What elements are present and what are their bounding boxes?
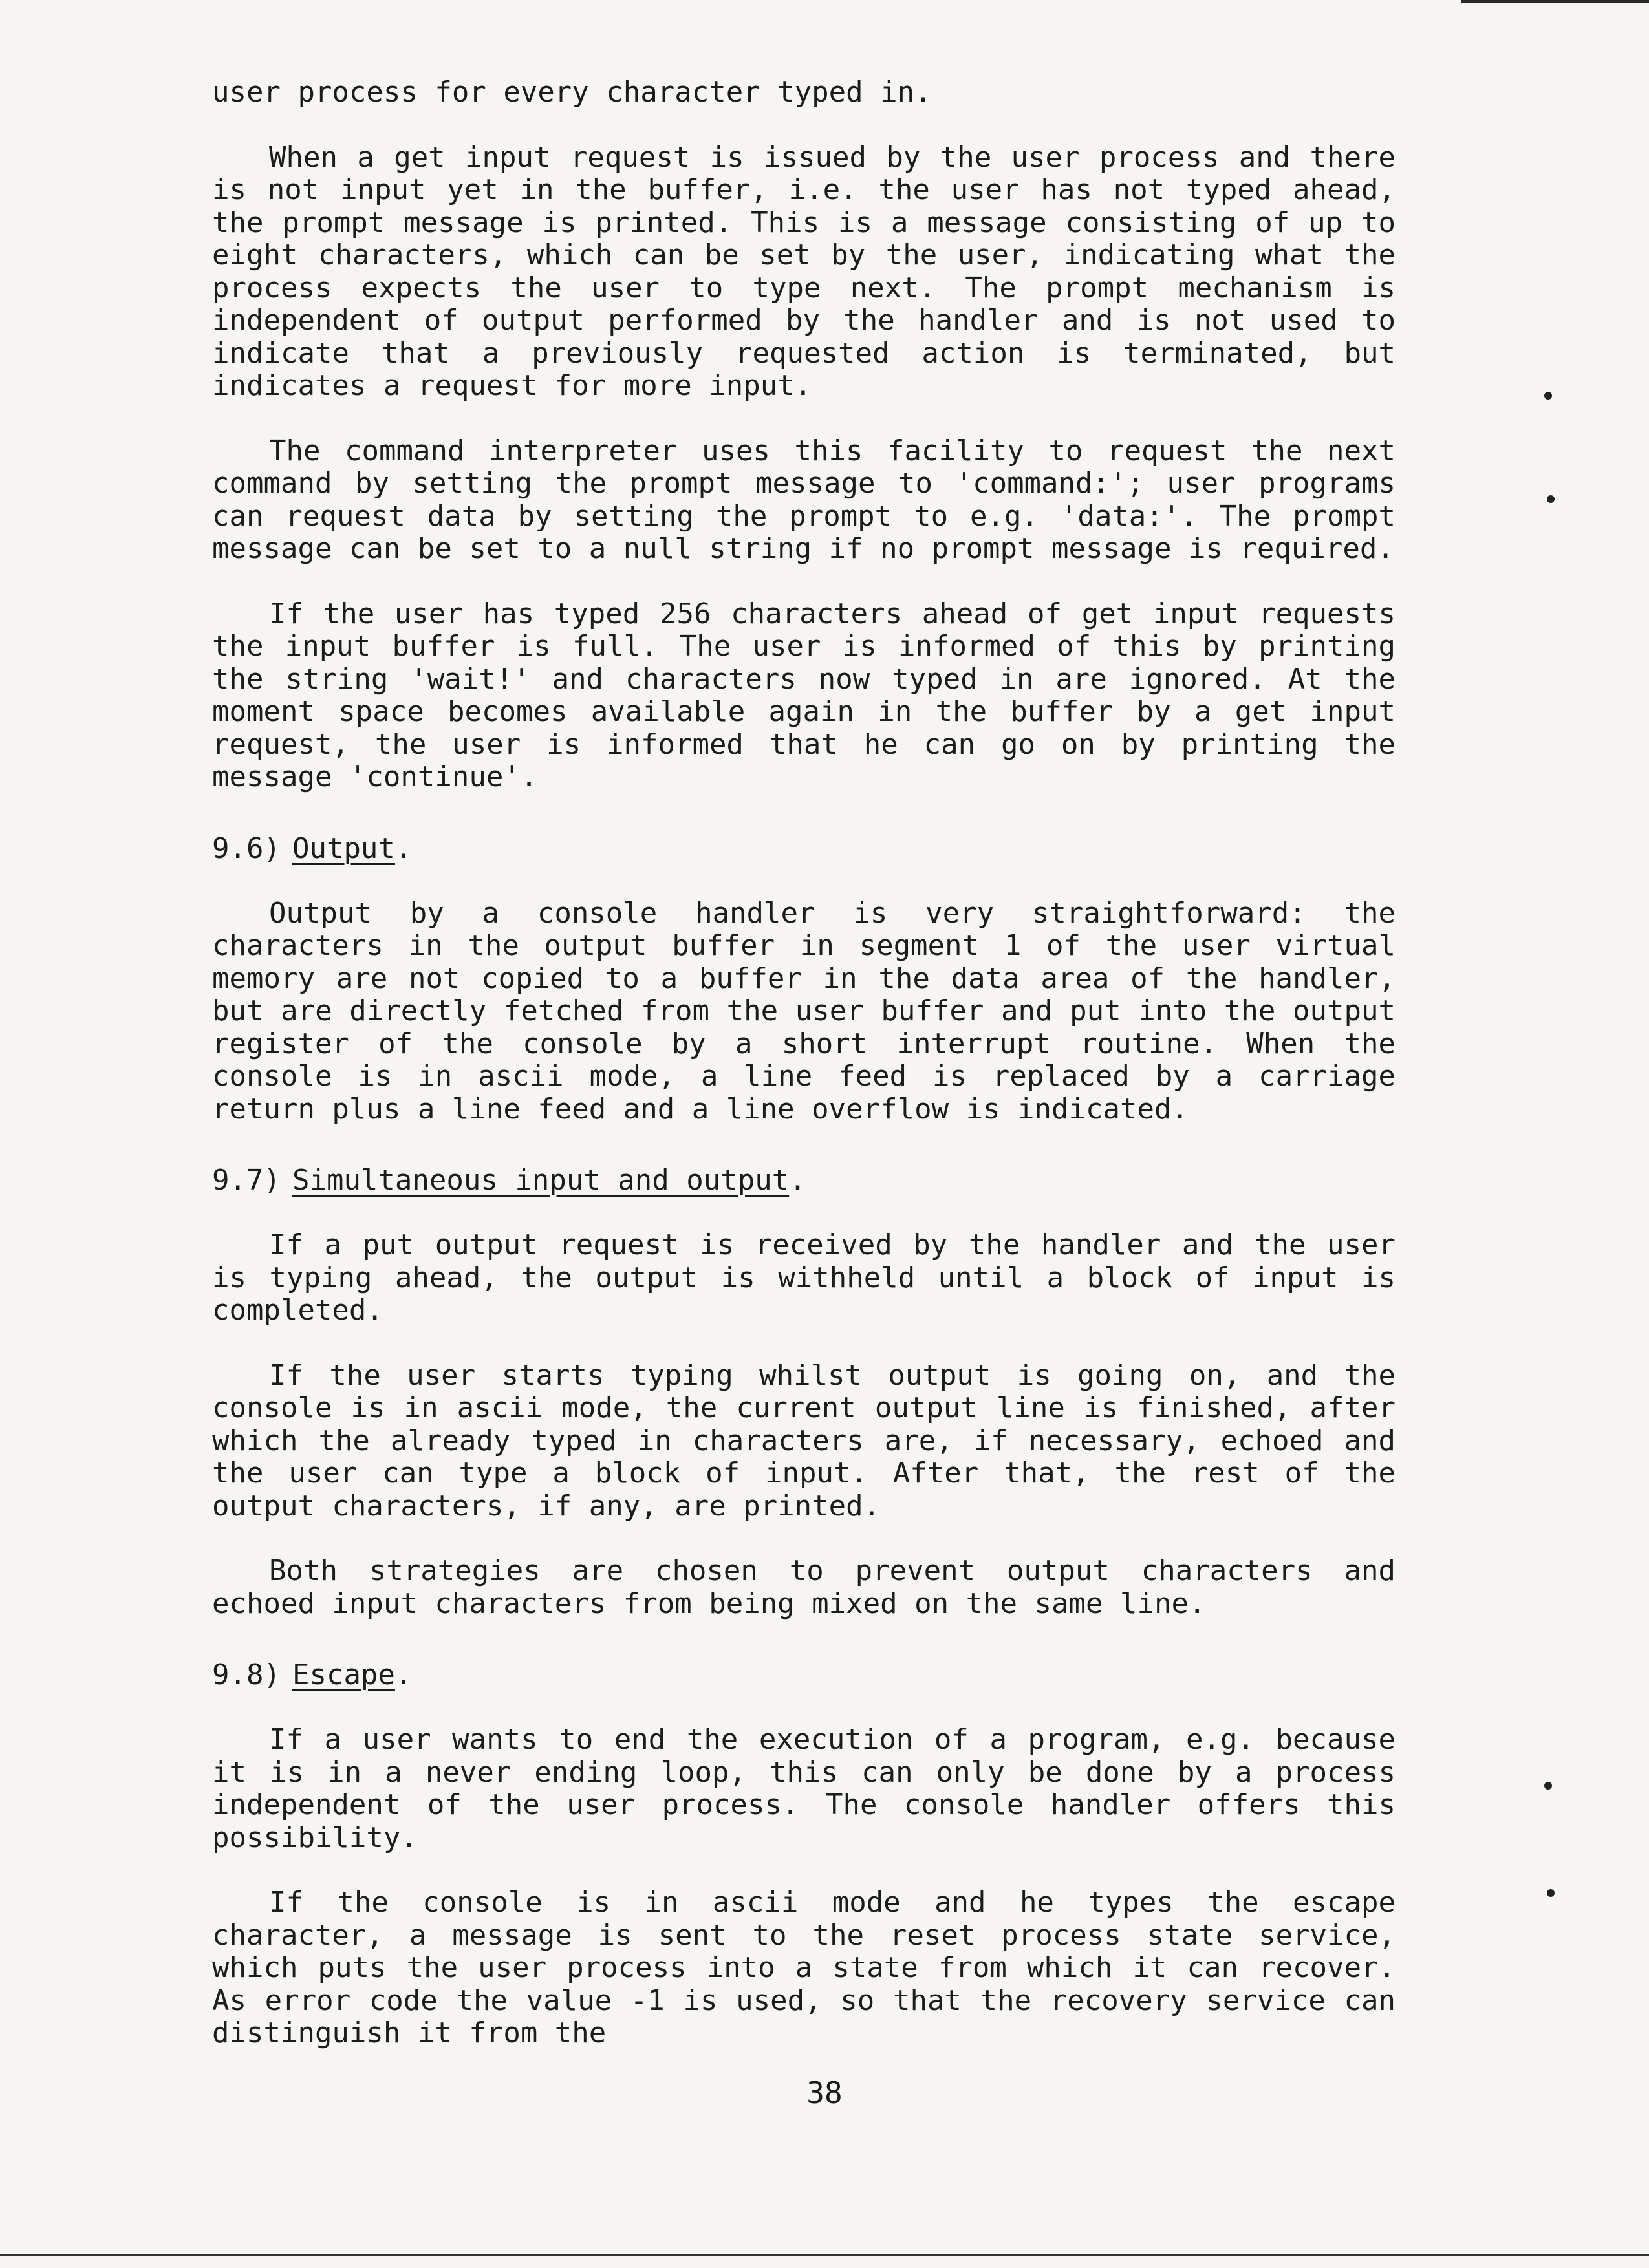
section-number: 9.8) — [212, 1658, 281, 1691]
section-escape — [212, 1659, 1396, 2050]
section-title-period: . — [789, 1164, 806, 1197]
section-heading — [212, 1164, 1396, 1197]
paragraph: If the console is in ascii mode and he types the escape character, a message is sent to the reset process state service, which puts the user process into a state from which it can recover. As error code the value -1 is used, so that the recovery service can distinguish it from the — [212, 1886, 1396, 2049]
section-title: Simultaneous input and output — [292, 1164, 790, 1197]
paragraph: If a put output request is received by the handler and the user is typing ahead, the output is withheld until a block of input is completed. — [212, 1228, 1396, 1327]
margin-speck — [1547, 1889, 1555, 1897]
paragraph: If the user has typed 256 characters ahead of get input requests the input buffer is full. The user is informed of this by printing the string 'wait!' and characters now typed in are ignored. At the moment space becomes available again in the buffer by a get input request, the user is informed that he can go on by printing the message 'continue'. — [212, 597, 1396, 793]
margin-speck — [1547, 495, 1555, 503]
page-edge-top — [1461, 0, 1649, 3]
section-title: Escape — [292, 1658, 395, 1691]
paragraph: The command interpreter uses this facility to request the next command by setting the prompt message to 'command:'; user programs can request data by setting the prompt to e.g. 'data:'. The prompt message can be set to a null string if no prompt message is required. — [212, 434, 1396, 565]
paragraph: If a user wants to end the execution of a program, e.g. because it is in a never ending loop, this can only be done by a process independent of the user process. The console handler offers this possibility. — [212, 1723, 1396, 1854]
page-edge-bottom — [0, 2254, 1649, 2256]
paragraph: When a get input request is issued by the user process and there is not input yet in the buffer, i.e. the user has not typed ahead, the prompt message is printed. This is a message consisting of up to eight characters, which can be set by the user, indicating what the process expects the user to type next. The prompt mechanism is independent of output performed by the handler and is not used to indicate that a previously requested action is terminated, but indicates a request for more input. — [212, 140, 1396, 402]
paragraph: If the user starts typing whilst output is going on, and the console is in ascii mode, the current output line is finished, after which the already typed in characters are, if necessary, echoed and the user can type a block of input. After that, the rest of the output characters, if any, are printed. — [212, 1358, 1396, 1523]
paragraph: user process for every character typed in. — [212, 76, 932, 109]
section-title: Output — [292, 831, 395, 865]
section-number: 9.6) — [212, 831, 281, 865]
page-number: 38 — [806, 2075, 843, 2110]
section-number: 9.7) — [212, 1164, 281, 1197]
margin-speck — [1544, 1782, 1552, 1790]
section-heading — [212, 1659, 1396, 1691]
section-output — [212, 833, 1396, 1126]
paragraph: Both strategies are chosen to prevent output characters and echoed input characters from being mixed on the same line. — [212, 1554, 1396, 1620]
paragraph: Output by a console handler is very straightforward: the characters in the output buffer in segment 1 of the user virtual memory are not copied to a buffer in the data area of the handler, but are directly fetched from the user buffer and put into the output register of the console by a short interrupt routine. When the console is in ascii mode, a line feed is replaced by a carriage return plus a line feed and a line overflow is indicated. — [212, 896, 1396, 1126]
section-heading — [212, 833, 1396, 865]
document-body — [212, 76, 1396, 2082]
section-title-period: . — [394, 831, 413, 865]
margin-speck — [1544, 392, 1552, 400]
section-simultaneous-io — [212, 1164, 1396, 1620]
section-title-period: . — [394, 1658, 413, 1691]
